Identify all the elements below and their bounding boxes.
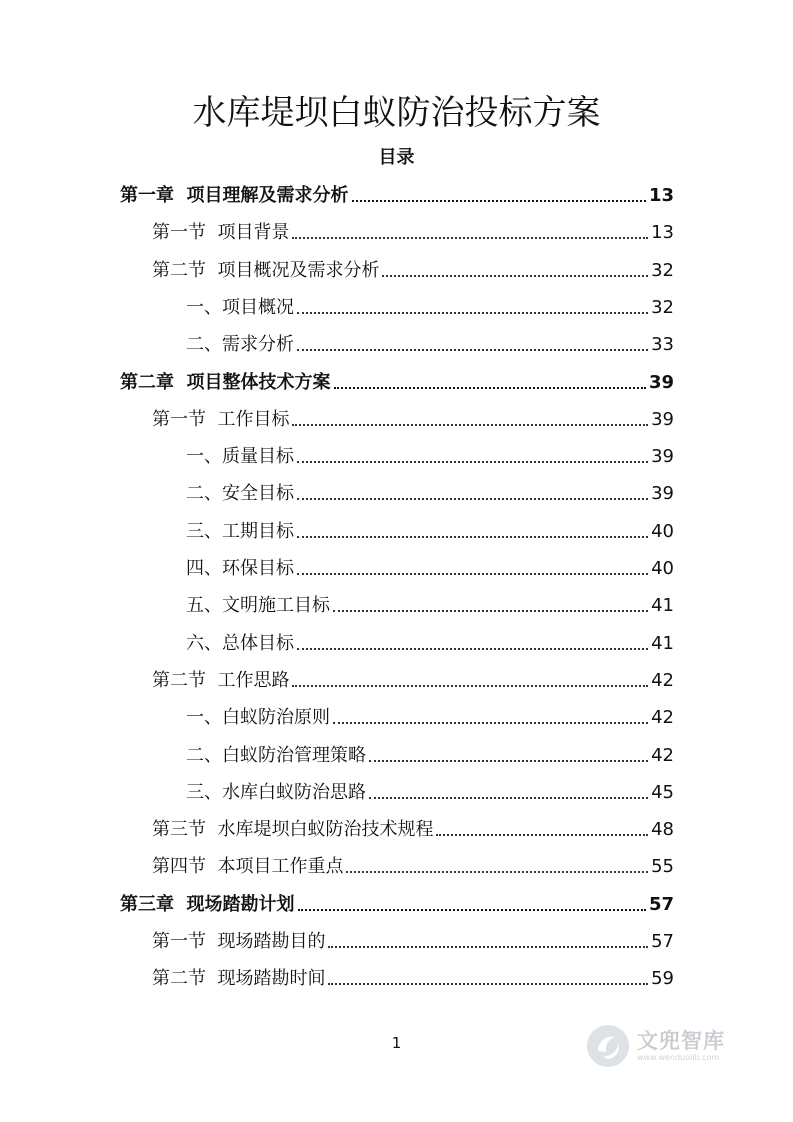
toc-entry[interactable] <box>186 553 674 581</box>
toc-dot-leader <box>352 200 646 202</box>
toc-entry[interactable] <box>186 702 674 730</box>
toc-entry[interactable] <box>152 665 674 693</box>
toc-entry-page: 57 <box>648 893 674 915</box>
toc-entry[interactable] <box>152 404 674 432</box>
toc-entry-page: 13 <box>648 185 674 206</box>
toc-entry-page: 32 <box>651 296 674 318</box>
toc-entry-page: 48 <box>651 819 674 841</box>
toc-entry[interactable] <box>152 963 674 991</box>
toc-entry[interactable] <box>186 292 674 320</box>
toc-entry[interactable] <box>152 814 674 842</box>
watermark <box>585 1016 755 1076</box>
toc-dot-leader <box>297 498 648 500</box>
toc-dot-leader <box>333 610 648 612</box>
wendu-logo-icon <box>585 1023 631 1069</box>
toc-dot-leader <box>297 461 648 463</box>
toc-entry[interactable] <box>152 851 674 879</box>
toc-entry[interactable] <box>152 255 674 283</box>
toc-dot-leader <box>333 722 648 724</box>
toc-entry[interactable] <box>120 889 674 917</box>
toc-dot-leader <box>328 946 648 948</box>
toc-entry-page: 42 <box>651 669 674 691</box>
watermark-subtext: www.wenduolib.com <box>637 1053 720 1062</box>
toc-dot-leader <box>297 349 648 351</box>
toc-entry-page: 45 <box>651 781 674 803</box>
toc-entry-page: 33 <box>651 334 674 356</box>
toc-entry[interactable] <box>186 628 674 656</box>
toc-entry[interactable] <box>186 329 674 357</box>
toc-entry[interactable] <box>186 590 674 618</box>
toc-entry-page: 41 <box>651 595 674 617</box>
document-title: 水库堤坝白蚁防治投标方案 <box>192 93 601 133</box>
toc-dot-leader <box>382 275 648 277</box>
toc-dot-leader <box>436 834 648 836</box>
toc-dot-leader <box>298 909 646 911</box>
toc-dot-leader <box>292 237 648 239</box>
toc-entry-label: 一、白蚁防治原则 <box>186 707 330 729</box>
toc-entry[interactable] <box>152 926 674 954</box>
toc-entry[interactable] <box>186 777 674 805</box>
toc-entry-label: 三、工期目标 <box>186 520 294 542</box>
toc-entry-label: 一、项目概况 <box>186 296 294 318</box>
toc-heading: 目录 <box>378 147 415 168</box>
toc-entry[interactable] <box>186 516 674 544</box>
toc-dot-leader <box>297 573 648 575</box>
toc-entry-label: 五、文明施工目标 <box>186 595 330 617</box>
toc-entry-page: 39 <box>651 483 674 505</box>
toc-entry-label: 二、需求分析 <box>186 334 294 356</box>
toc-dot-leader <box>328 983 648 985</box>
toc-entry[interactable] <box>152 217 674 245</box>
toc-dot-leader <box>334 387 646 389</box>
toc-entry[interactable] <box>120 367 674 395</box>
toc-entry-label: 第二节 工作思路 <box>152 669 290 691</box>
toc-entry-label: 第一节 工作目标 <box>152 408 290 430</box>
toc-entry-label: 第二章 项目整体技术方案 <box>120 371 331 393</box>
toc-entry[interactable] <box>186 740 674 768</box>
toc-entry-page: 41 <box>651 632 674 654</box>
toc-dot-leader <box>297 312 648 314</box>
toc-entry-page: 32 <box>651 259 674 281</box>
toc-entry-label: 第一节 项目背景 <box>152 222 290 244</box>
toc-entry-label: 第三章 现场踏勘计划 <box>120 893 295 915</box>
toc-dot-leader <box>292 685 648 687</box>
toc-entry-label: 一、质量目标 <box>186 446 294 468</box>
toc-entry-label: 第四节 本项目工作重点 <box>152 856 344 878</box>
toc-entry-page: 39 <box>651 408 674 430</box>
page-number: 1 <box>391 1034 402 1052</box>
toc-entry-page: 39 <box>651 446 674 468</box>
toc-entry-label: 第一节 现场踏勘目的 <box>152 931 326 952</box>
toc-entry-label: 三、水库白蚁防治思路 <box>186 781 366 803</box>
toc-entry-label: 第二节 现场踏勘时间 <box>152 968 326 990</box>
toc-entry-page: 55 <box>651 856 674 878</box>
toc-entry-label: 二、白蚁防治管理策略 <box>186 744 366 766</box>
toc-dot-leader <box>346 871 648 873</box>
toc-entry-page: 59 <box>651 968 674 990</box>
toc-entry-page: 42 <box>651 744 674 766</box>
toc-entry-page: 42 <box>651 707 674 729</box>
toc-entry[interactable] <box>120 180 674 208</box>
toc-entry-page: 39 <box>648 371 674 393</box>
toc-entry-label: 六、总体目标 <box>186 632 294 654</box>
toc-entry-page: 57 <box>651 931 674 952</box>
watermark-text: 文兜智库 <box>637 1029 725 1053</box>
toc-entry-label: 第三节 水库堤坝白蚁防治技术规程 <box>152 819 434 841</box>
toc-entry-page: 40 <box>651 558 674 579</box>
toc-entry-label: 第一章 项目理解及需求分析 <box>120 185 349 206</box>
toc-entry-label: 第二节 项目概况及需求分析 <box>152 259 380 281</box>
toc-dot-leader <box>369 797 648 799</box>
toc-dot-leader <box>297 648 648 650</box>
toc-entry-label: 四、环保目标 <box>186 558 294 579</box>
toc-dot-leader <box>297 536 648 538</box>
toc-entry-label: 二、安全目标 <box>186 483 294 505</box>
toc-entry[interactable] <box>186 478 674 506</box>
toc-entry[interactable] <box>186 441 674 469</box>
toc-entry-page: 40 <box>651 520 674 542</box>
toc-entry-page: 13 <box>651 222 674 244</box>
toc-dot-leader <box>369 760 648 762</box>
toc-dot-leader <box>292 424 648 426</box>
